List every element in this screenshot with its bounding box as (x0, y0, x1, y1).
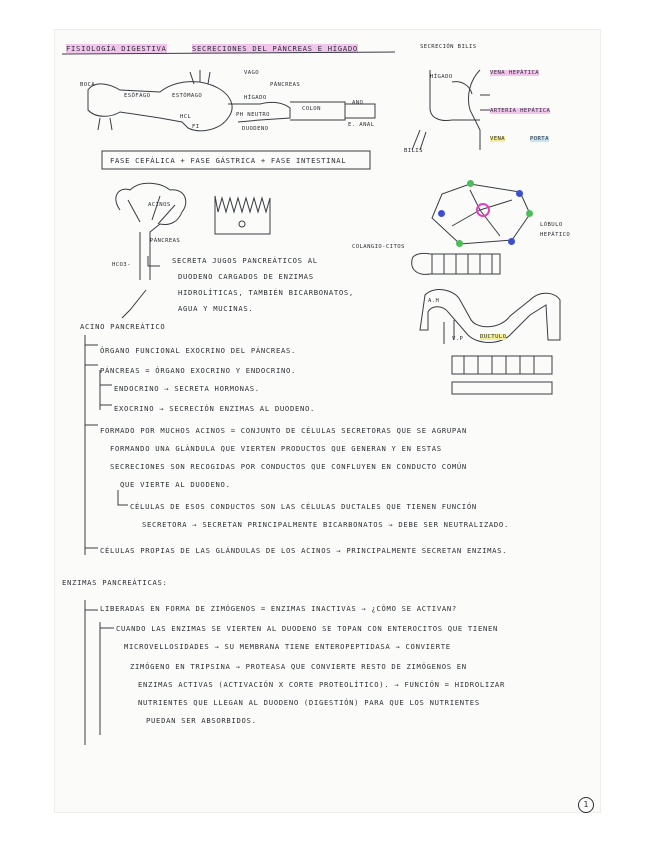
dot-blue-1 (438, 210, 445, 217)
enzimas-line-7: PUEDAN SER ABSORBIDOS. (146, 716, 257, 725)
pancreas-desc-1: SECRETA JUGOS PANCREÁTICOS AL (172, 256, 318, 265)
acino-title: ACINO PANCREÁTICO (80, 322, 166, 331)
page-number: 1 (578, 797, 594, 813)
title-left: FISIOLOGÍA DIGESTIVA (66, 44, 167, 53)
label-higado-liver: HÍGADO (430, 74, 453, 80)
enzimas-line-6: NUTRIENTES QUE LLEGAN AL DUODENO (DIGESTIÓN) PARA QUE LOS NUTRIENTES (138, 698, 480, 707)
note-line-2: PÁNCREAS = ÓRGANO EXOCRINO Y ENDOCRINO. (100, 366, 297, 375)
label-hco3: HCO3- (112, 262, 131, 268)
label-colon: COLON (302, 106, 321, 112)
enzimas-line-4: ZIMÓGENO EN TRIPSINA → PROTEASA QUE CONVIERTE RESTO DE ZIMÓGENOS EN (130, 662, 467, 671)
label-pancreas: PÁNCREAS (150, 238, 181, 244)
note-structure-lines (85, 335, 128, 745)
enzimas-line-5: ENZIMAS ACTIVAS (ACTIVACIÓN X CORTE PROTEOLÍTICO). → FUNCIÓN = HIDROLIZAR (138, 680, 505, 689)
dot-green-3 (456, 240, 463, 247)
label-vena-hepatica: VENA HEPÁTICA (490, 70, 539, 76)
label-ah: A.H (428, 298, 440, 304)
label-bilis: BILIS (404, 148, 423, 154)
label-porta: PORTA (530, 136, 549, 142)
dot-blue-3 (508, 238, 515, 245)
note-line-1: ÓRGANO FUNCIONAL EXOCRINO DEL PÁNCREAS. (100, 346, 297, 355)
label-arteria-hepatica: ARTERIA HEPÁTICA (490, 108, 551, 114)
enzimas-line-3: MICROVELLOSIDADES → SU MEMBRANA TIENE ENTEROPEPTIDASA → CONVIERTE (124, 642, 451, 651)
dot-green-1 (467, 180, 474, 187)
label-lobulo: LÓBULO (540, 222, 563, 228)
enzimas-line-1: LIBERADAS EN FORMA DE ZIMÓGENOS = ENZIMAS INACTIVAS → ¿CÓMO SE ACTIVAN? (100, 604, 457, 613)
note-line-6: FORMANDO UNA GLÁNDULA QUE VIERTEN PRODUCTOS QUE GENERAN Y EN ESTAS (110, 444, 442, 453)
note-line-8: QUE VIERTE AL DUODENO. (120, 480, 231, 489)
label-estomago: ESTÓMAGO (172, 93, 203, 99)
label-ano: ANO (352, 100, 364, 106)
note-line-5: FORMADO POR MUCHOS ACINOS = CONJUNTO DE CÉLULAS SECRETORAS QUE SE AGRUPAN (100, 426, 467, 435)
note-line-7: SECRECIONES SON RECOGIDAS POR CONDUCTOS QUE CONFLUYEN EN CONDUCTO COMÚN (110, 462, 467, 471)
label-ductulo: DUCTULO (480, 334, 507, 340)
villi-drawing (215, 196, 270, 234)
label-e-anal: E. ANAL (348, 122, 375, 128)
label-boca: BOCA (80, 82, 96, 88)
pancreas-desc-4: AGUA Y MUCINAS. (178, 304, 254, 313)
pancreas-desc-3: HIDROLÍTICAS, TAMBIÉN BICARBONATOS, (178, 288, 354, 297)
label-ph-neutro: PH NEUTRO (236, 112, 270, 118)
digestive-tract-drawing (88, 70, 375, 131)
label-hcl: HCL (180, 114, 192, 120)
note-line-4: EXOCRINO → SECRECIÓN ENZIMAS AL DUODENO. (114, 404, 316, 413)
note-line-10: SECRETORA → SECRETAN PRINCIPALMENTE BICARBONATOS → DEBE SER NEUTRALIZADO. (142, 520, 509, 529)
label-acinos: ACINOS (148, 202, 171, 208)
liver-bile-drawing (412, 70, 490, 150)
label-duodeno: DUODENO (242, 126, 269, 132)
label-fi: FI (192, 124, 200, 130)
title-right: SECRECIONES DEL PÁNCREAS E HÍGADO (192, 44, 358, 53)
label-hepatico: HEPÁTICO (540, 232, 571, 238)
central-vein-dot (476, 203, 490, 217)
enzimas-line-2: CUANDO LAS ENZIMAS SE VIERTEN AL DUODENO SE TOPAN CON ENTEROCITOS QUE TIENEN (116, 624, 499, 633)
dot-green-2 (526, 210, 533, 217)
label-pancreas-top: PÁNCREAS (270, 82, 301, 88)
label-higado: HÍGADO (244, 95, 267, 101)
label-vena: VENA (490, 136, 506, 142)
note-line-3: ENDOCRINO → SECRETA HORMONAS. (114, 384, 260, 393)
label-vago: VAGO (244, 70, 260, 76)
title-underline (62, 52, 395, 54)
label-secrecion-bilis: SECRECIÓN BILIS (420, 44, 477, 50)
phases-text: FASE CEFÁLICA + FASE GÁSTRICA + FASE INTESTINAL (110, 156, 347, 165)
label-esofago: ESÓFAGO (124, 93, 151, 99)
enzimas-title: ENZIMAS PANCREÁTICAS: (62, 578, 168, 587)
label-vp: V.P (452, 336, 464, 342)
cell-row-drawing (452, 356, 552, 394)
note-line-11: CÉLULAS PROPIAS DE LAS GLÁNDULAS DE LOS ACINOS → PRINCIPALMENTE SECRETAN ENZIMAS. (100, 546, 508, 555)
dot-blue-2 (516, 190, 523, 197)
pancreas-desc-2: DUODENO CARGADOS DE ENZIMAS (178, 272, 314, 281)
note-line-9: CÉLULAS DE ESOS CONDUCTOS SON LAS CÉLULAS DUCTALES QUE TIENEN FUNCIÓN (130, 502, 477, 511)
label-colangiocitos: COLANGIO-CITOS (352, 244, 405, 250)
